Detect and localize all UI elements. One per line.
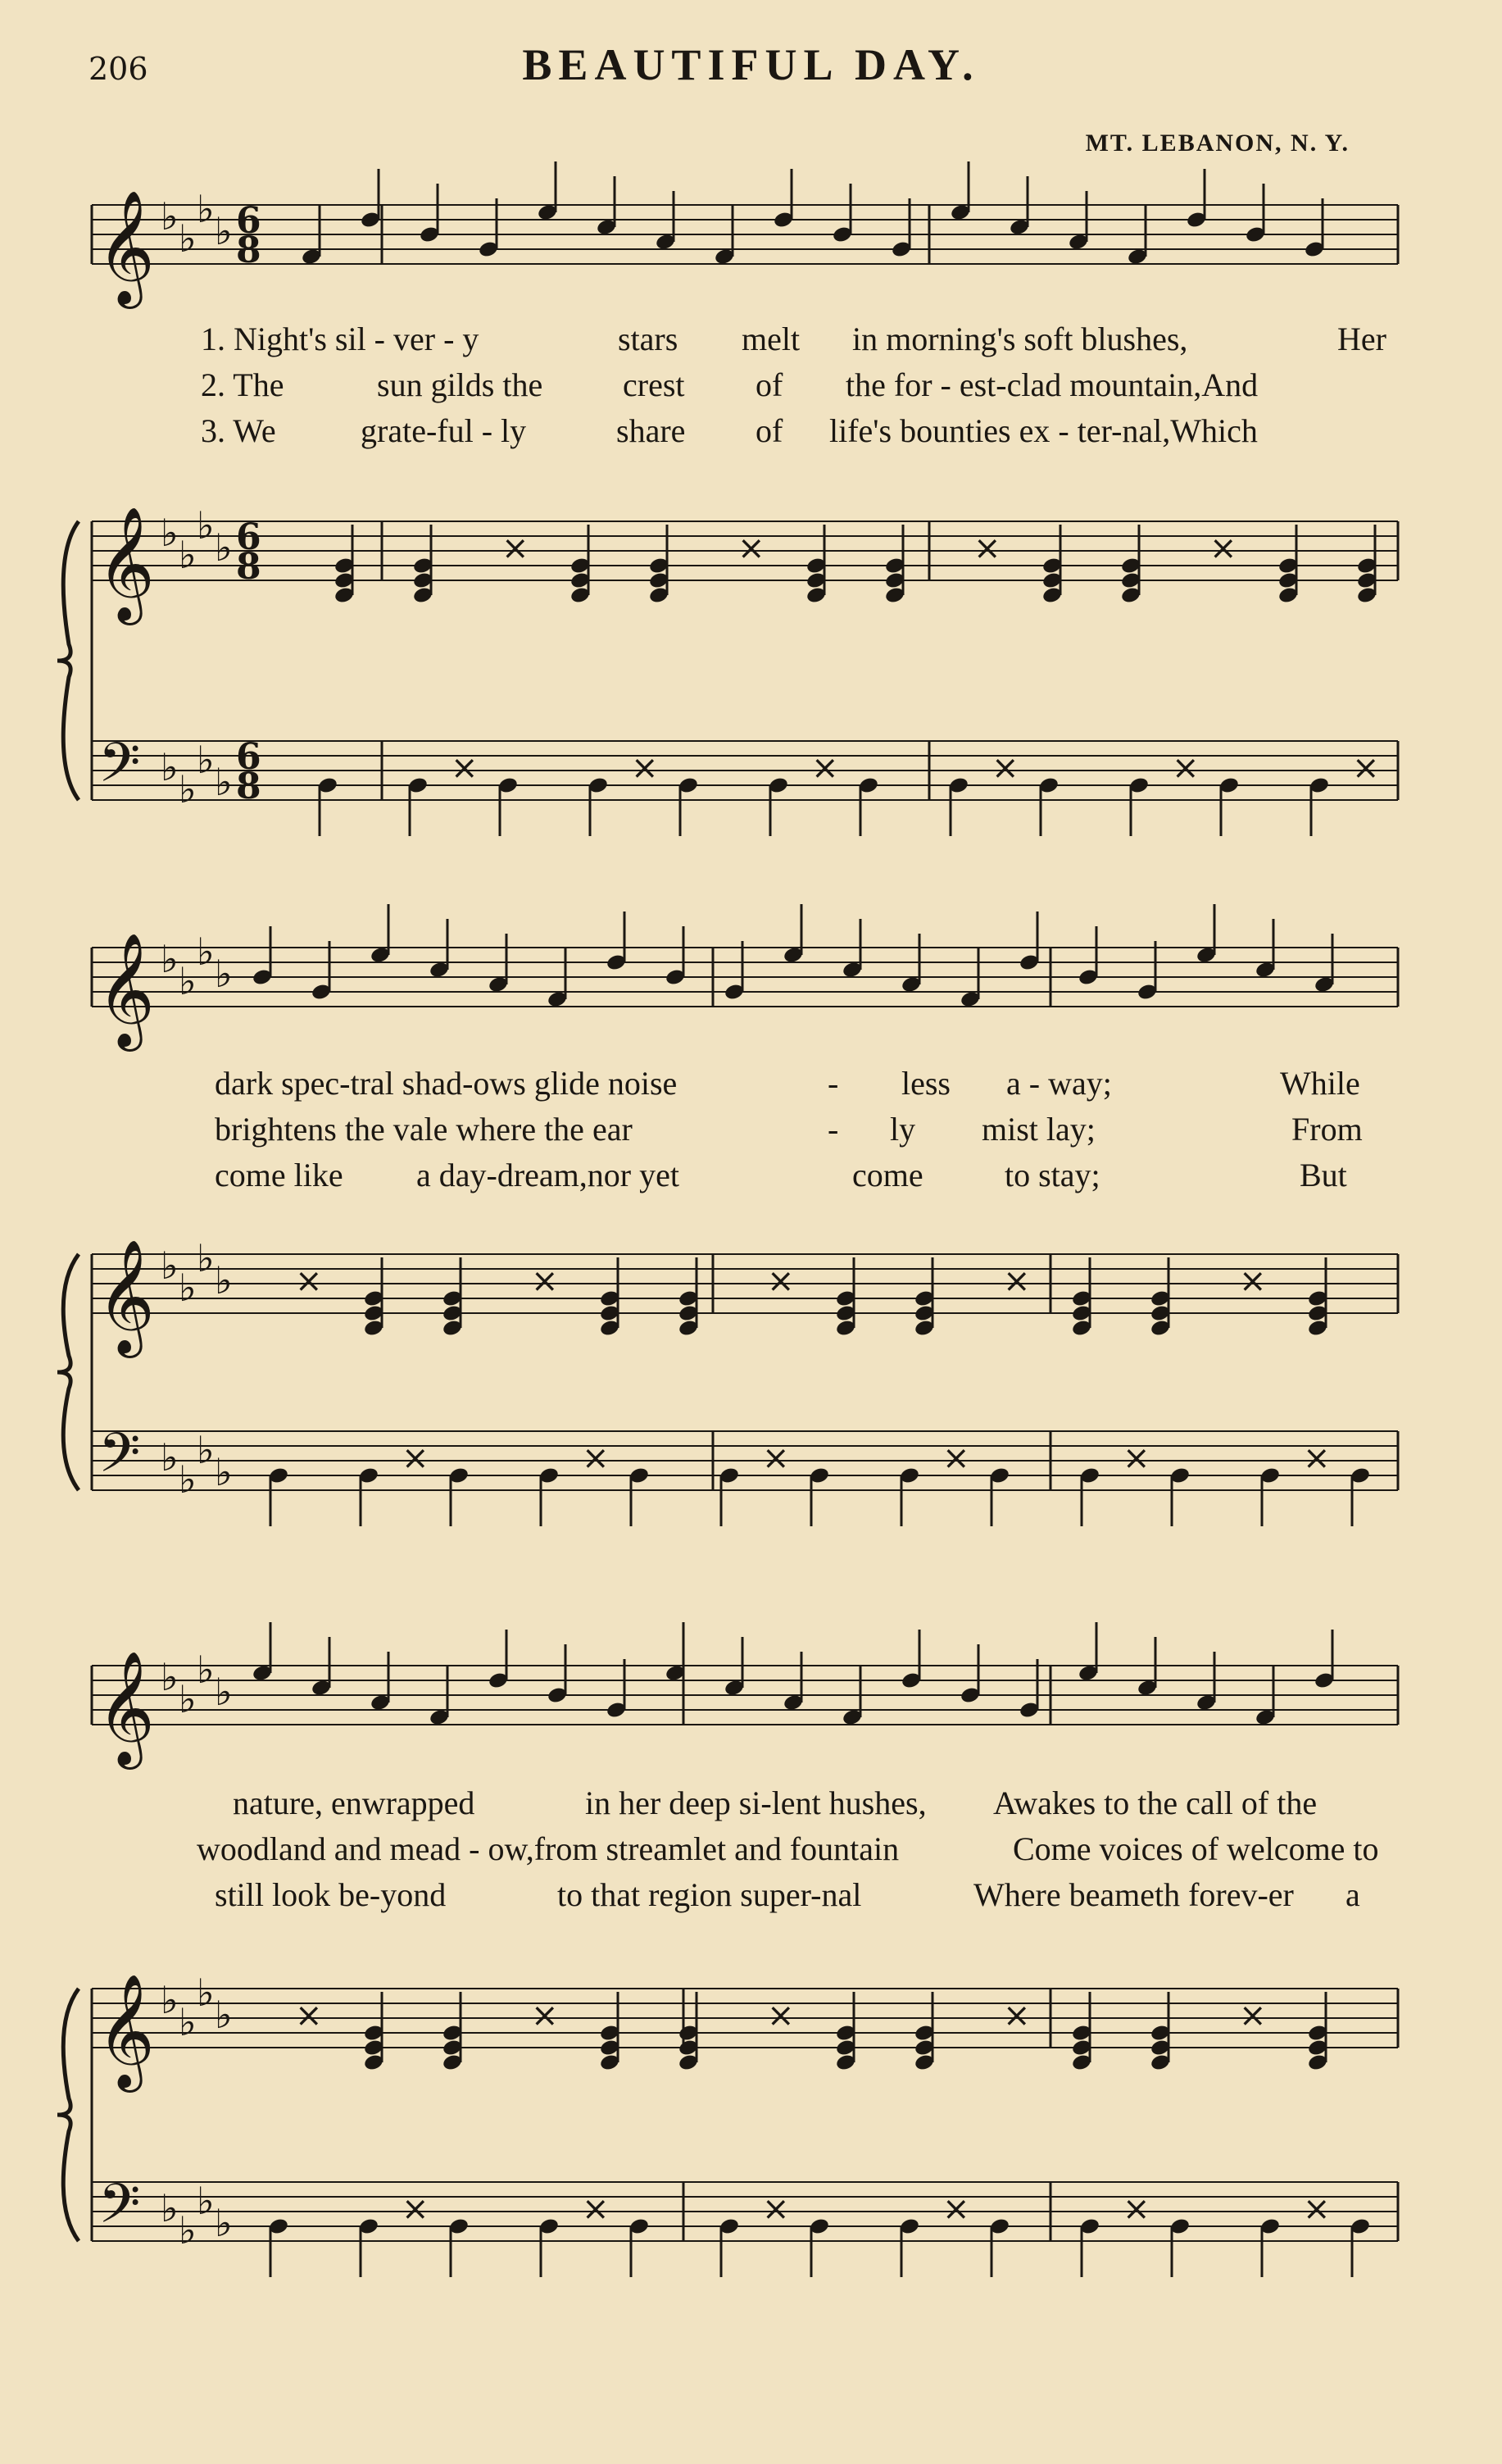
time-signature-digit: 6	[236, 736, 261, 778]
lyric-fragment: sun gilds the	[377, 366, 543, 403]
flat-icon: ♭	[215, 760, 233, 804]
rest-icon: ×	[1172, 749, 1200, 787]
rest-icon: ×	[1123, 2190, 1150, 2228]
flat-icon: ♭	[197, 1971, 215, 2015]
flat-icon: ♭	[161, 1435, 179, 1480]
lyric-fragment: While	[1280, 1065, 1360, 1102]
song-source: MT. LEBANON, N. Y.	[1085, 130, 1350, 157]
lyric-fragment: -	[828, 1065, 839, 1102]
lyric-fragment: 1. Night's sil - ver - y	[201, 321, 479, 357]
flat-icon: ♭	[179, 959, 197, 1003]
rest-icon: ×	[973, 530, 1001, 567]
lyric-fragment: brightens the vale where the ear	[215, 1111, 633, 1148]
flat-icon: ♭	[179, 1266, 197, 1310]
rest-icon: ×	[762, 2190, 790, 2228]
time-signature-digit: 8	[236, 766, 261, 807]
lyric-fragment: 2. The	[201, 366, 284, 403]
flat-icon: ♭	[161, 194, 179, 239]
page-number: 206	[88, 51, 148, 87]
lyric-fragment: 3. We	[201, 412, 276, 449]
treble-clef-icon: 𝄞	[97, 1974, 155, 2088]
rest-icon: ×	[1123, 1439, 1150, 1477]
lyric-fragment: of	[756, 412, 783, 449]
rest-icon: ×	[1209, 530, 1237, 567]
lyric-fragment: dark spec-tral shad-ows glide noise	[215, 1065, 678, 1102]
lyric-fragment: stars	[618, 321, 678, 357]
flat-icon: ♭	[179, 767, 197, 811]
rest-icon: ×	[1352, 749, 1380, 787]
lyric-fragment: in her deep si-lent hushes,	[585, 1784, 927, 1821]
rest-icon: ×	[631, 749, 659, 787]
flat-icon: ♭	[215, 525, 233, 570]
lyric-fragment: Come voices of welcome to	[1013, 1830, 1379, 1867]
flat-icon: ♭	[215, 1450, 233, 1494]
flat-icon: ♭	[161, 1655, 179, 1699]
brace-icon	[57, 521, 79, 800]
lyric-fragment: to that region super-nal	[557, 1876, 862, 1913]
brace-icon	[57, 1989, 79, 2241]
flat-icon: ♭	[179, 1457, 197, 1502]
rest-icon: ×	[767, 1997, 795, 2034]
flat-icon: ♭	[161, 2186, 179, 2230]
rest-icon: ×	[582, 2190, 610, 2228]
rest-icon: ×	[737, 530, 765, 567]
lyric-fragment: ly	[890, 1111, 916, 1148]
flat-icon: ♭	[215, 1993, 233, 2037]
flat-icon: ♭	[179, 2208, 197, 2253]
flat-icon: ♭	[179, 533, 197, 577]
lyric-fragment: a - way;	[1006, 1065, 1112, 1102]
flat-icon: ♭	[197, 1236, 215, 1280]
treble-clef-icon: 𝄞	[97, 1239, 155, 1353]
lyric-fragment: nature, enwrapped	[233, 1784, 475, 1821]
flat-icon: ♭	[197, 187, 215, 231]
treble-clef-icon: 𝄞	[97, 933, 155, 1047]
rest-icon: ×	[1003, 1997, 1031, 2034]
flat-icon: ♭	[161, 511, 179, 555]
rest-icon: ×	[531, 1262, 559, 1300]
lyric-fragment: the for - est-clad mountain,And	[846, 366, 1259, 403]
treble-clef-icon: 𝄞	[97, 507, 155, 621]
lyric-fragment: of	[756, 366, 783, 403]
bass-clef-icon: 𝄢	[98, 2172, 141, 2248]
flat-icon: ♭	[215, 1670, 233, 1714]
time-signature-digit: 6	[236, 516, 261, 558]
rest-icon: ×	[1239, 1997, 1267, 2034]
lyric-fragment: woodland and mead - ow,from streamlet and fountain	[197, 1830, 900, 1867]
flat-icon: ♭	[215, 2201, 233, 2245]
rest-icon: ×	[762, 1439, 790, 1477]
treble-clef-icon: 𝄞	[97, 1651, 155, 1765]
time-signature-digit: 6	[236, 200, 261, 242]
lyric-fragment: But	[1300, 1157, 1347, 1193]
lyric-fragment: come like	[215, 1157, 343, 1193]
rest-icon: ×	[295, 1262, 323, 1300]
lyric-fragment: Her	[1337, 321, 1386, 357]
brace-icon	[57, 1254, 79, 1490]
time-signature-digit: 8	[236, 546, 261, 588]
rest-icon: ×	[992, 749, 1019, 787]
flat-icon: ♭	[179, 1677, 197, 1721]
rest-icon: ×	[295, 1997, 323, 2034]
rest-icon: ×	[1303, 1439, 1331, 1477]
rest-icon: ×	[1003, 1262, 1031, 1300]
rest-icon: ×	[942, 2190, 970, 2228]
flat-icon: ♭	[161, 937, 179, 981]
rest-icon: ×	[811, 749, 839, 787]
rest-icon: ×	[1239, 1262, 1267, 1300]
lyric-fragment: a day-dream,nor yet	[416, 1157, 679, 1193]
flat-icon: ♭	[197, 738, 215, 782]
flat-icon: ♭	[161, 1243, 179, 1288]
lyric-fragment: to stay;	[1005, 1157, 1100, 1193]
flat-icon: ♭	[215, 209, 233, 253]
lyric-fragment: Awakes to the call of the	[993, 1784, 1318, 1821]
lyric-fragment: come	[852, 1157, 923, 1193]
lyric-fragment: in morning's soft blushes,	[852, 321, 1188, 357]
rest-icon: ×	[402, 2190, 429, 2228]
rest-icon: ×	[501, 530, 529, 567]
rest-icon: ×	[767, 1262, 795, 1300]
lyric-fragment: -	[828, 1111, 839, 1148]
flat-icon: ♭	[197, 1648, 215, 1692]
flat-icon: ♭	[161, 1978, 179, 2022]
rest-icon: ×	[582, 1439, 610, 1477]
lyric-fragment: From	[1291, 1111, 1363, 1148]
lyric-fragment: Where beameth forev-er	[973, 1876, 1294, 1913]
rest-icon: ×	[451, 749, 479, 787]
lyric-fragment: share	[616, 412, 686, 449]
rest-icon: ×	[402, 1439, 429, 1477]
lyric-fragment: crest	[623, 366, 685, 403]
flat-icon: ♭	[215, 1258, 233, 1302]
rest-icon: ×	[942, 1439, 970, 1477]
lyric-fragment: still look be-yond	[215, 1876, 447, 1913]
lyric-fragment: a	[1345, 1876, 1360, 1913]
flat-icon: ♭	[215, 952, 233, 996]
treble-clef-icon: 𝄞	[97, 190, 155, 304]
flat-icon: ♭	[161, 745, 179, 789]
time-signature-digit: 8	[236, 230, 261, 271]
bass-clef-icon: 𝄢	[98, 731, 141, 807]
flat-icon: ♭	[197, 2179, 215, 2223]
flat-icon: ♭	[179, 2000, 197, 2044]
flat-icon: ♭	[197, 503, 215, 548]
rest-icon: ×	[1303, 2190, 1331, 2228]
rest-icon: ×	[531, 1997, 559, 2034]
lyric-fragment: life's bounties ex - ter-nal,Which	[829, 412, 1258, 449]
lyric-fragment: grate-ful - ly	[361, 412, 527, 449]
bass-clef-icon: 𝄢	[98, 1421, 141, 1498]
flat-icon: ♭	[179, 216, 197, 261]
flat-icon: ♭	[197, 930, 215, 974]
flat-icon: ♭	[197, 1428, 215, 1472]
song-title: BEAUTIFUL DAY.	[522, 40, 980, 89]
lyric-fragment: mist lay;	[982, 1111, 1096, 1148]
lyric-fragment: less	[901, 1065, 951, 1102]
lyric-fragment: melt	[742, 321, 801, 357]
